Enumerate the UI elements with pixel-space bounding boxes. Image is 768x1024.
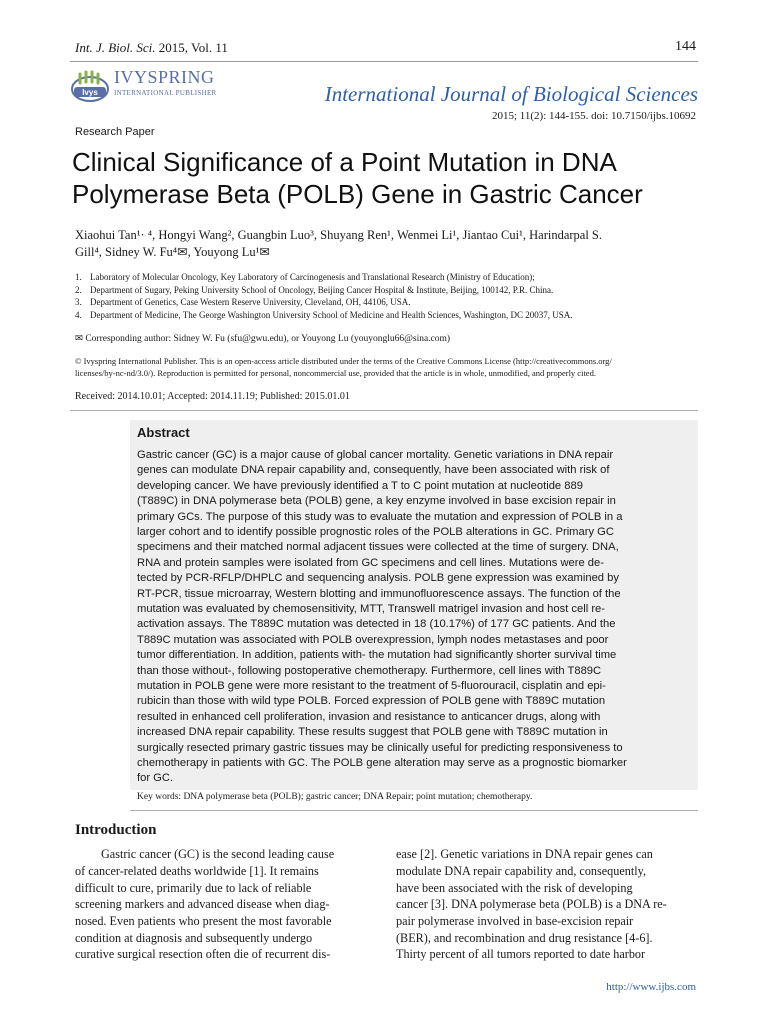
journal-title: International Journal of Biological Sciences [324, 82, 698, 106]
abstract-line: specimens and their matched normal adjacent tissues were collected at the time of surgery. DNA, [137, 541, 619, 553]
body-line: difficult to cure, primarily due to lack of reliable [75, 881, 312, 895]
dates: Received: 2014.10.01; Accepted: 2014.11.19; Published: 2015.01.01 [75, 391, 350, 402]
abstract-line: primary GCs. The purpose of this study was to evaluate the mutation and expression of POLB in a [137, 511, 623, 523]
author-line: Gill⁴, Sidney W. Fu⁴✉, Youyong Lu¹✉ [75, 245, 270, 259]
abstract-line: rubicin than those with wild type POLB. Forced expression of POLB gene with T889C mutation [137, 695, 606, 707]
affiliation: 2. Department of Sugary, Peking University School of Oncology, Beijing Cancer Hospital & Institute, Beijing, 100142, P.R. China. [75, 285, 554, 295]
body-line: have been associated with the risk of developing [396, 881, 633, 895]
citation: 2015; 11(2): 144-155. doi: 10.7150/ijbs.10692 [491, 110, 696, 122]
abstract-line: than those without-, following postoperative chemotherapy. Furthermore, cell lines with T889C [137, 665, 602, 677]
abstract-heading: Abstract [137, 425, 190, 440]
page-number: 144 [675, 39, 696, 54]
body-line: pair polymerase involved in base-excision repair [396, 914, 634, 928]
body-line: modulate DNA repair capability and, consequently, [396, 864, 646, 878]
body-line: condition at diagnosis and subsequently undergo [75, 931, 313, 945]
abstract-line: activation assays. The T889C mutation was detected in 18 (10.17%) of 177 GC patients. And the [137, 618, 616, 630]
logo-mark-text: Ivys [82, 88, 98, 97]
abstract-line: mutation in POLB gene were more resistant to the treatment of 5-fluorouracil, cisplatin and epi- [137, 680, 606, 692]
paper-title [72, 146, 692, 210]
abstract-line: developing cancer. We have previously identified a T to C point mutation at nucleotide 889 [137, 480, 583, 492]
publisher-logo [70, 67, 270, 105]
abstract-line: RT-PCR, tissue microarray, Western blotting and immunofluorescence assays. The function of the [137, 588, 621, 600]
ivyspring-logo-icon [70, 69, 110, 103]
affiliation: 3. Department of Genetics, Case Western Reserve University, Cleveland, OH, 44106, USA. [75, 297, 411, 307]
journal-reference [75, 40, 228, 56]
abstract-line: T889C mutation was associated with POLB overexpression, lymph nodes metastases and poor [137, 634, 609, 646]
journal-website-link[interactable]: http://www.ijbs.com [606, 981, 696, 993]
body-line: nosed. Even patients who present the most favorable [75, 914, 332, 928]
keywords: Key words: DNA polymerase beta (POLB); gastric cancer; DNA Repair; point mutation; chemotherapy. [137, 792, 533, 802]
title-line: Polymerase Beta (POLB) Gene in Gastric Cancer [72, 179, 643, 209]
header-divider [70, 61, 698, 62]
body-line: curative surgical resection often die of recurrent dis- [75, 947, 331, 961]
abstract-line: larger cohort and to identify possible prognostic roles of the POLB alterations in GC. Primary GC [137, 526, 614, 538]
abstract-line: tumor differentiation. In addition, patients with- the mutation had significantly shorter survival time [137, 649, 617, 661]
abstract-line: for GC. [137, 772, 174, 784]
journal-abbrev: Int. J. Biol. Sci. [75, 40, 156, 55]
abstract-line: (T889C) in DNA polymerase beta (POLB) gene, a key enzyme involved in base excision repair in [137, 495, 616, 507]
abstract-line: surgically resected primary gastric tissues may be clinically useful for predicting responsiveness to [137, 742, 623, 754]
divider [130, 810, 698, 811]
abstract-line: chemotherapy in patients with GC. The POLB gene alteration may serve as a prognostic biomarker [137, 757, 627, 769]
abstract-line: tected by PCR-RFLP/DHPLC and sequencing analysis. POLB gene expression was examined by [137, 572, 619, 584]
abstract-line: genes can modulate DNA repair capability and, consequently, have been associated with risk of [137, 464, 610, 476]
affiliation: 4. Department of Medicine, The George Washington University School of Medicine and Health Sciences, Washington, DC 20037, USA. [75, 310, 573, 320]
affiliation: 1. Laboratory of Molecular Oncology, Key Laboratory of Carcinogenesis and Translational Research (Ministry of Education); [75, 272, 535, 282]
body-line: screening markers and advanced disease when diag- [75, 897, 330, 911]
body-line: Thirty percent of all tumors reported to date harbor [396, 947, 646, 961]
license-notice: © Ivyspring International Publisher. This is an open-access article distributed under the terms of the Creative Commons License (http://creativecommons.org/ licenses/by-nc-nd/3.0/). Reproduction is permitted for personal, noncommercial use, provided that the article is in whole, unmodified, and properly cited. [75, 356, 612, 378]
body-line: Gastric cancer (GC) is the second leading cause [101, 847, 335, 861]
author-list [75, 227, 695, 261]
logo-subtitle: INTERNATIONAL PUBLISHER [114, 89, 217, 97]
title-line: Clinical Significance of a Point Mutation in DNA [72, 147, 617, 177]
body-line: ease [2]. Genetic variations in DNA repair genes can [396, 847, 653, 861]
corresponding-author: ✉ Corresponding author: Sidney W. Fu (sfu@gwu.edu), or Youyong Lu (youyonglu66@sina.com) [75, 334, 451, 344]
body-line: cancer [3]. DNA polymerase beta (POLB) is a DNA re- [396, 897, 667, 911]
body-line: of cancer-related deaths worldwide [1]. It remains [75, 864, 319, 878]
abstract-line: increased DNA repair capability. These results suggest that POLB gene with T889C mutation in [137, 726, 608, 738]
abstract-line: RNA and protein samples were isolated from GC specimens and cell lines. Mutations were de- [137, 557, 604, 569]
logo-name: IVYSPRING [114, 67, 215, 87]
section-heading-introduction: Introduction [75, 822, 157, 838]
author-line: Xiaohui Tan¹· ⁴, Hongyi Wang², Guangbin Luo³, Shuyang Ren¹, Wenmei Li¹, Jiantao Cui¹, Harindarpal S. [75, 228, 603, 242]
paper-type: Research Paper [75, 126, 155, 138]
divider [70, 410, 698, 411]
year-volume: 2015, Vol. 11 [158, 40, 228, 55]
abstract-line: mutation was evaluated by chemosensitivity, MTT, Transwell matrigel invasion and host cell re- [137, 603, 605, 615]
abstract-line: resulted in enhanced cell proliferation, invasion and resistance to anticancer drugs, along with [137, 711, 601, 723]
body-line: (BER), and recombination and drug resistance [4-6]. [396, 931, 653, 945]
abstract-line: Gastric cancer (GC) is a major cause of global cancer mortality. Genetic variations in DNA repair [137, 449, 614, 461]
